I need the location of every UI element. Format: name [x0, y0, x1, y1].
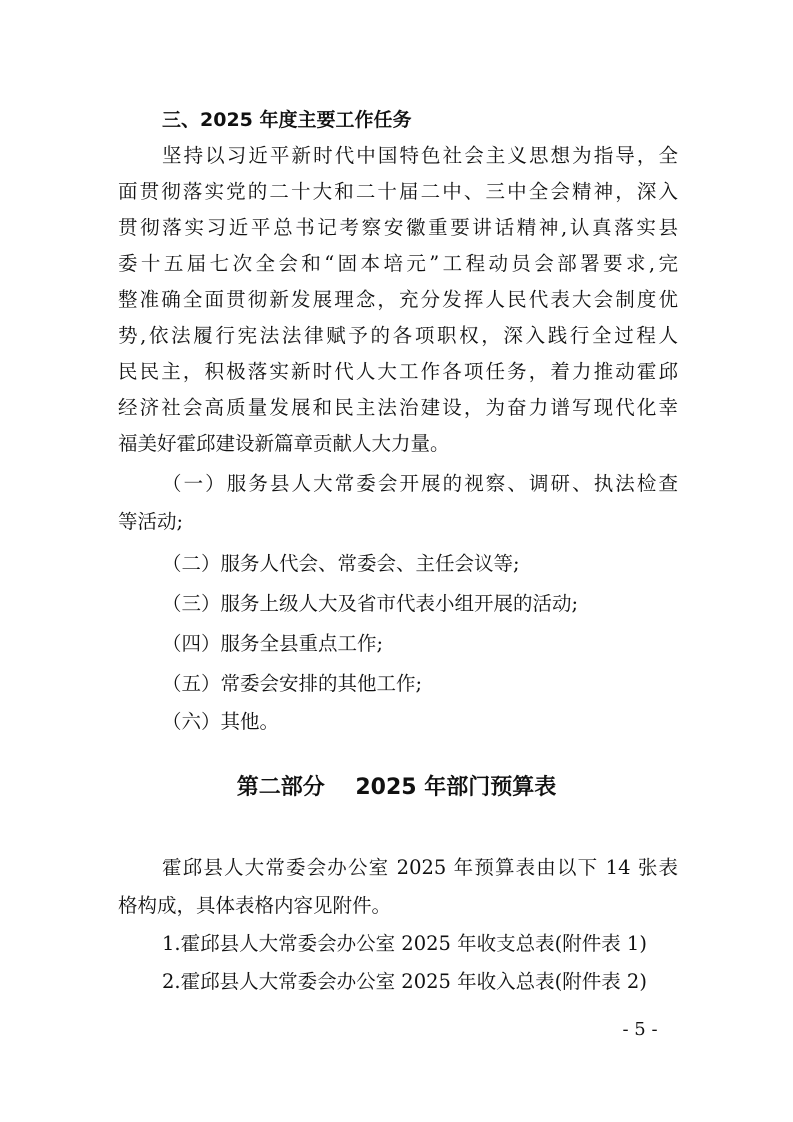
intro-line: 霍邱县人大常委会办公室 2025 年预算表由以下 14 张表 — [162, 856, 678, 879]
task-item: （四）服务全县重点工作; — [162, 632, 384, 655]
paragraph-line: 整准确全面贯彻新发展理念，充分发挥人民代表大会制度优 — [118, 288, 678, 311]
paragraph-line: 贯彻落实习近平总书记考察安徽重要讲话精神,认真落实县 — [118, 216, 678, 239]
paragraph-line: 民民主，积极落实新时代人大工作各项任务，着力推动霍邱 — [118, 360, 678, 383]
paragraph-line: 势,依法履行宪法法律赋予的各项职权，深入践行全过程人 — [118, 324, 678, 347]
task-item-continued: 等活动; — [118, 510, 184, 533]
part-heading: 第二部分 2025 年部门预算表 — [236, 775, 557, 800]
paragraph-line: 坚持以习近平新时代中国特色社会主义思想为指导，全 — [162, 144, 678, 167]
task-item: （五）常委会安排的其他工作; — [162, 672, 423, 695]
intro-line: 格构成，具体表格内容见附件。 — [118, 894, 392, 917]
section-heading: 三、2025 年度主要工作任务 — [162, 109, 412, 131]
task-item: （一）服务县人大常委会开展的视察、调研、执法检查 — [162, 472, 678, 495]
paragraph-line: 经济社会高质量发展和民主法治建设，为奋力谱写现代化幸 — [118, 396, 678, 419]
paragraph-line: 福美好霍邱建设新篇章贡献人大力量。 — [118, 432, 450, 455]
task-item: （三）服务上级人大及省市代表小组开展的活动; — [162, 592, 579, 615]
paragraph-line: 委十五届七次全会和“固本培元”工程动员会部署要求,完 — [118, 252, 678, 275]
table-list-item: 2.霍邱县人大常委会办公室 2025 年收入总表(附件表 2) — [162, 970, 647, 993]
paragraph-line: 面贯彻落实党的二十大和二十届二中、三中全会精神，深入 — [118, 180, 678, 203]
task-item: （二）服务人代会、常委会、主任会议等; — [162, 552, 520, 575]
table-list-item: 1.霍邱县人大常委会办公室 2025 年收支总表(附件表 1) — [162, 932, 647, 955]
page-number: - 5 - — [622, 1019, 658, 1040]
task-item: （六）其他。 — [162, 710, 280, 733]
